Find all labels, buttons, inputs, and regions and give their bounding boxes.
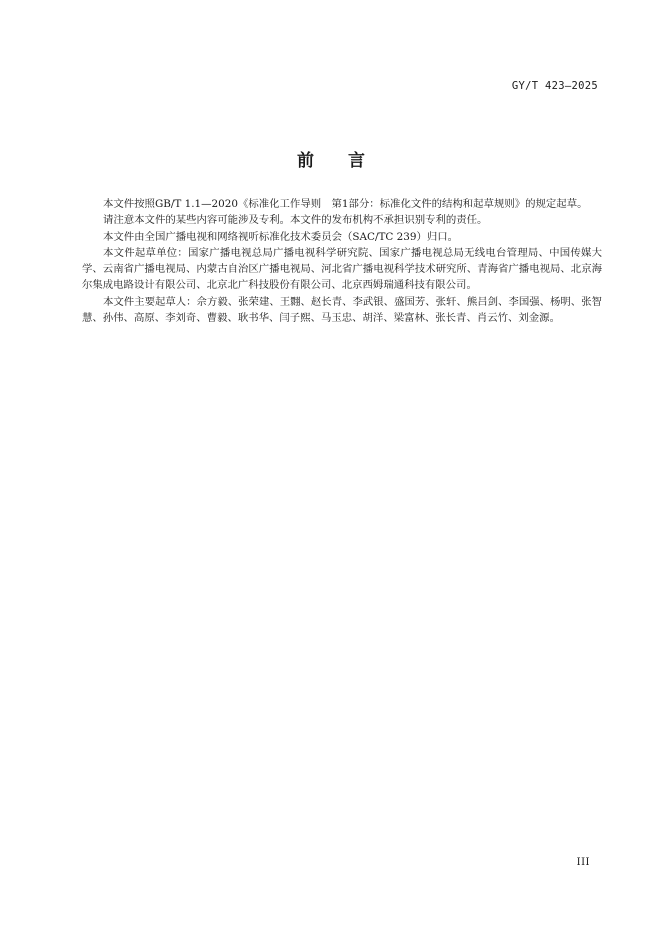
paragraph-drafters: 本文件主要起草人：佘方毅、张荣建、王翾、赵长青、李武银、盛国芳、张轩、熊吕剑、李国强、杨明、张智慧、孙伟、高原、李刘奇、曹毅、耿书华、闫子熙、马玉忠、胡洋、梁富林、张长青、肖云竹、刘金源。 [82,295,602,325]
paragraph-drafting-units: 本文件起草单位：国家广播电视总局广播电视科学研究院、国家广播电视总局无线电台管理局、中国传媒大学、云南省广播电视局、内蒙古自治区广播电视局、河北省广播电视科学技术研究所、青海省广播电视局、北京海尔集成电路设计有限公司、北京北广科技股份有限公司、北京西姆瑞通科技有限公司。 [82,246,602,292]
paragraph-drafting-rules: 本文件按照GB/T 1.1—2020《标准化工作导则 第1部分：标准化文件的结构和起草规则》的规定起草。 [103,198,588,210]
title-char-1: 前 [297,151,314,171]
title-char-2: 言 [348,151,365,171]
page-title [0,146,662,171]
standard-code: GY/T 423—2025 [511,80,598,92]
paragraph-committee: 本文件由全国广播电视和网络视听标准化技术委员会（SAC/TC 239）归口。 [103,230,459,243]
paragraph-patent-notice: 请注意本文件的某些内容可能涉及专利。本文件的发布机构不承担识别专利的责任。 [103,214,488,227]
foreword-body [82,196,602,326]
page-number: III [576,857,590,868]
